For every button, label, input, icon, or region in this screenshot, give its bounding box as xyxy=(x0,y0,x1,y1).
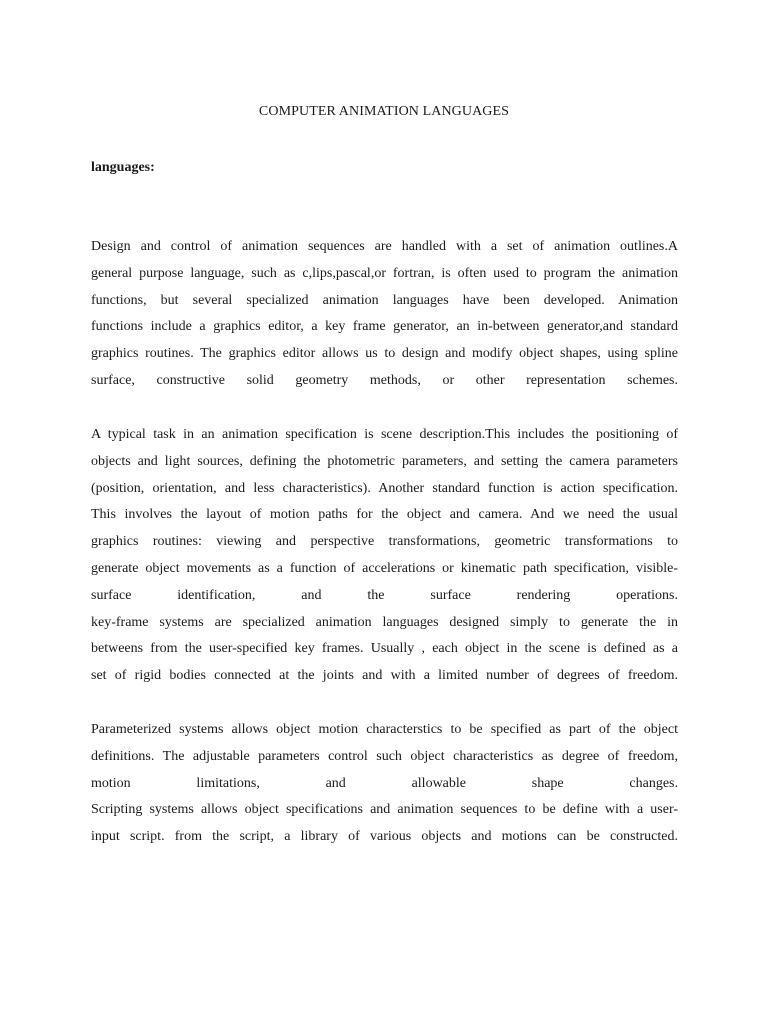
text-line: functions, but several specialized animation languages have been developed. Animation xyxy=(91,292,678,308)
paragraph-2 xyxy=(91,422,678,690)
text-line: Design and control of animation sequences are handled with a set of animation outlines.A xyxy=(91,239,678,254)
text-line: set of rigid bodies connected at the joints and with a limited number of degrees of freedom. xyxy=(91,668,678,684)
section-heading: languages: xyxy=(91,160,155,175)
text-line: Scripting systems allows object specifications and animation sequences to be define with a user- xyxy=(91,802,678,818)
text-line: surface, constructive solid geometry methods, or other representation schemes. xyxy=(91,372,678,388)
text-line: key-frame systems are specialized animation languages designed simply to generate the in xyxy=(91,614,678,630)
text-line: definitions. The adjustable parameters control such object characteristics as degree of freedom, xyxy=(91,748,678,764)
text-line: generate object movements as a function of accelerations or kinematic path specification, visible- xyxy=(91,560,678,576)
text-line: (position, orientation, and less characteristics). Another standard function is action specification. xyxy=(91,480,678,496)
text-line: objects and light sources, defining the photometric parameters, and setting the camera parameters xyxy=(91,453,678,469)
paragraph-3 xyxy=(91,717,678,851)
text-line: input script. from the script, a library of various objects and motions can be constructed. xyxy=(91,829,678,845)
document-title: COMPUTER ANIMATION LANGUAGES xyxy=(258,104,510,119)
text-line: Parameterized systems allows object motion characterstics to be specified as part of the object xyxy=(91,722,678,737)
text-line: graphics routines. The graphics editor allows us to design and modify object shapes, using spline xyxy=(91,346,678,362)
text-line: betweens from the user-specified key frames. Usually , each object in the scene is defined as a xyxy=(91,641,678,657)
text-line: surface identification, and the surface rendering operations. xyxy=(91,587,678,603)
text-line: This involves the layout of motion paths for the object and camera. And we need the usual xyxy=(91,507,678,523)
text-line: A typical task in an animation specification is scene description.This includes the positioning of xyxy=(91,427,678,442)
text-line: general purpose language, such as c,lips,pascal,or fortran, is often used to program the animation xyxy=(91,265,678,281)
text-line: graphics routines: viewing and perspective transformations, geometric transformations to xyxy=(91,534,678,550)
text-line: functions include a graphics editor, a key frame generator, an in-between generator,and standard xyxy=(91,319,678,335)
text-line: motion limitations, and allowable shape changes. xyxy=(91,775,678,791)
paragraph-1 xyxy=(91,234,678,395)
